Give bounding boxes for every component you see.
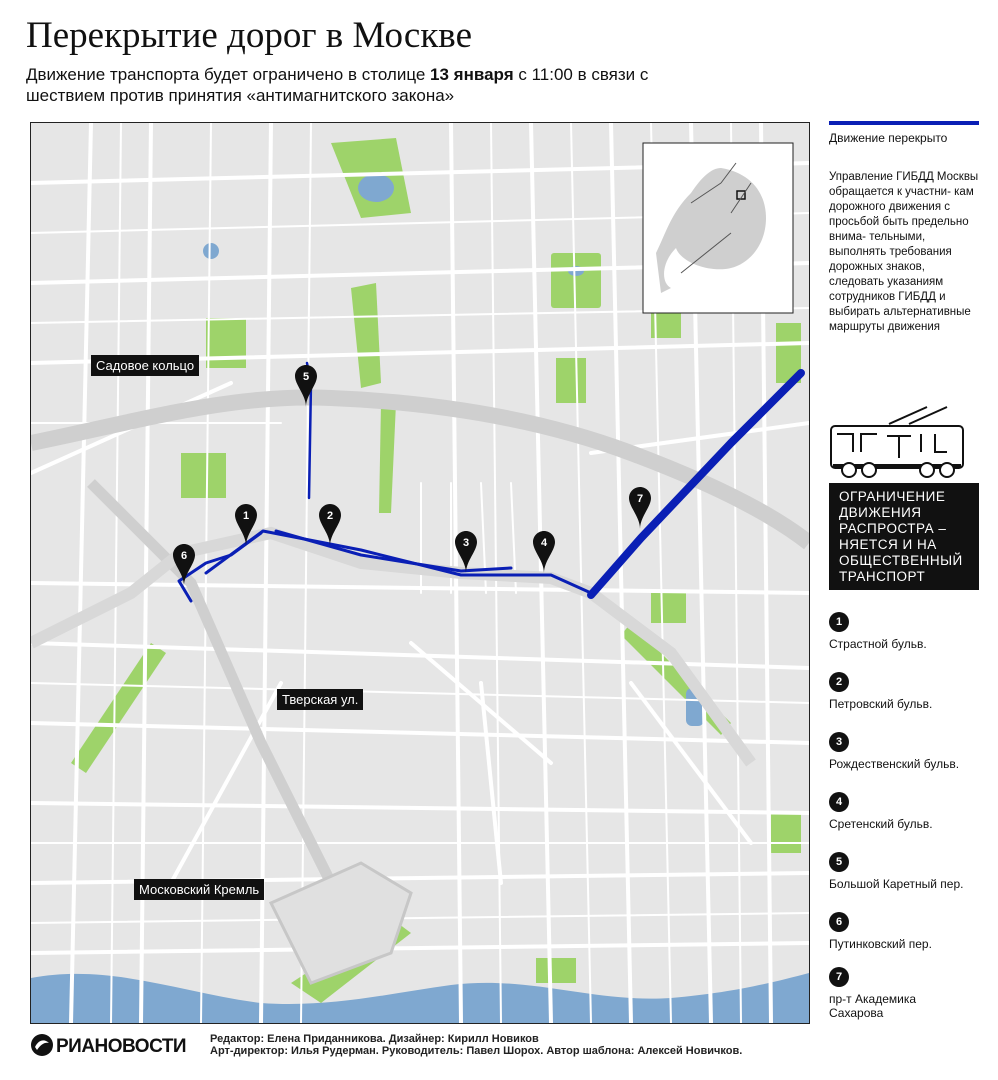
traffic-police-notice: Управление ГИБДД Москвы обращается к участни- кам дорожного движения с просьбой быть предельно внима- тельными, выполнять требования дорожных знаков, следовать указаниям сотрудников ГИБДД и выбирать альтернативные маршруты движения [829, 171, 979, 333]
page-subtitle [26, 64, 726, 106]
closed-route-swatch [829, 121, 979, 125]
legend-item-3 [829, 732, 989, 771]
subtitle-date: 13 января [430, 65, 514, 84]
legend-name-7: пр-т Академика Сахарова [829, 992, 917, 1020]
ria-novosti-logo[interactable] [30, 1031, 200, 1059]
credits-line-1: Редактор: Елена Приданникова. Дизайнер: Кирилл Новиков [210, 1033, 539, 1045]
legend-item-5 [829, 852, 989, 891]
map-marker-7[interactable] [629, 487, 651, 529]
subtitle-part1: Движение транспорта будет ограничено в столице [26, 65, 431, 84]
legend-num-6: 6 [829, 912, 849, 932]
marker-label-1: 1 [242, 510, 250, 522]
legend-item-4 [829, 792, 989, 831]
legend-num-1: 1 [829, 612, 849, 632]
marker-label-4: 4 [540, 537, 548, 549]
legend-name-6: Путинковский пер. [829, 937, 932, 951]
closed-route-legend-label: Движение перекрыто [829, 131, 948, 145]
public-transport-warning: ОГРАНИЧЕНИЕ ДВИЖЕНИЯ РАСПРОСТРА – НЯЕТСЯ И НА ОБЩЕСТВЕННЫЙ ТРАНСПОРТ [829, 483, 979, 590]
trolleybus-icon [829, 404, 969, 480]
logo-text: РИАНОВОСТИ [56, 1036, 187, 1057]
legend-num-4: 4 [829, 792, 849, 812]
marker-label-6: 6 [180, 550, 188, 562]
marker-label-2: 2 [326, 510, 334, 522]
map-marker-2[interactable] [319, 504, 341, 546]
credits-line-2: Арт-директор: Илья Рудерман. Руководитель: Павел Шорох. Автор шаблона: Алексей Новичков. [210, 1045, 743, 1057]
marker-label-7: 7 [636, 493, 644, 505]
legend-item-2 [829, 672, 989, 711]
map-marker-5[interactable] [295, 365, 317, 407]
credits [210, 1033, 742, 1057]
legend-item-1 [829, 612, 989, 651]
legend-num-3: 3 [829, 732, 849, 752]
map-marker-6[interactable] [173, 544, 195, 586]
legend-num-5: 5 [829, 852, 849, 872]
legend-name-5: Большой Каретный пер. [829, 877, 964, 891]
legend-name-1: Страстной бульв. [829, 637, 927, 651]
map-marker-1[interactable] [235, 504, 257, 546]
inset-locator-map [643, 143, 793, 313]
kremlin-label: Московский Кремль [134, 879, 264, 900]
legend-name-2: Петровский бульв. [829, 697, 933, 711]
legend-name-4: Сретенский бульв. [829, 817, 933, 831]
map-marker-4[interactable] [533, 531, 555, 573]
tverskaya-label: Тверская ул. [277, 689, 363, 710]
page-title: Перекрытие дорог в Москве [26, 15, 472, 56]
subtitle-part2: с 11:00 в связи с шествием против принятия «антимагнитского закона» [26, 65, 649, 105]
marker-label-5: 5 [302, 371, 310, 383]
legend-item-7 [829, 967, 989, 1020]
garden-ring-label: Садовое кольцо [91, 355, 199, 376]
legend-num-7: 7 [829, 967, 849, 987]
marker-label-3: 3 [462, 537, 470, 549]
map-marker-3[interactable] [455, 531, 477, 573]
legend-num-2: 2 [829, 672, 849, 692]
city-map[interactable] [30, 122, 810, 1024]
legend-name-3: Рождественский бульв. [829, 757, 960, 771]
legend-item-6 [829, 912, 989, 951]
